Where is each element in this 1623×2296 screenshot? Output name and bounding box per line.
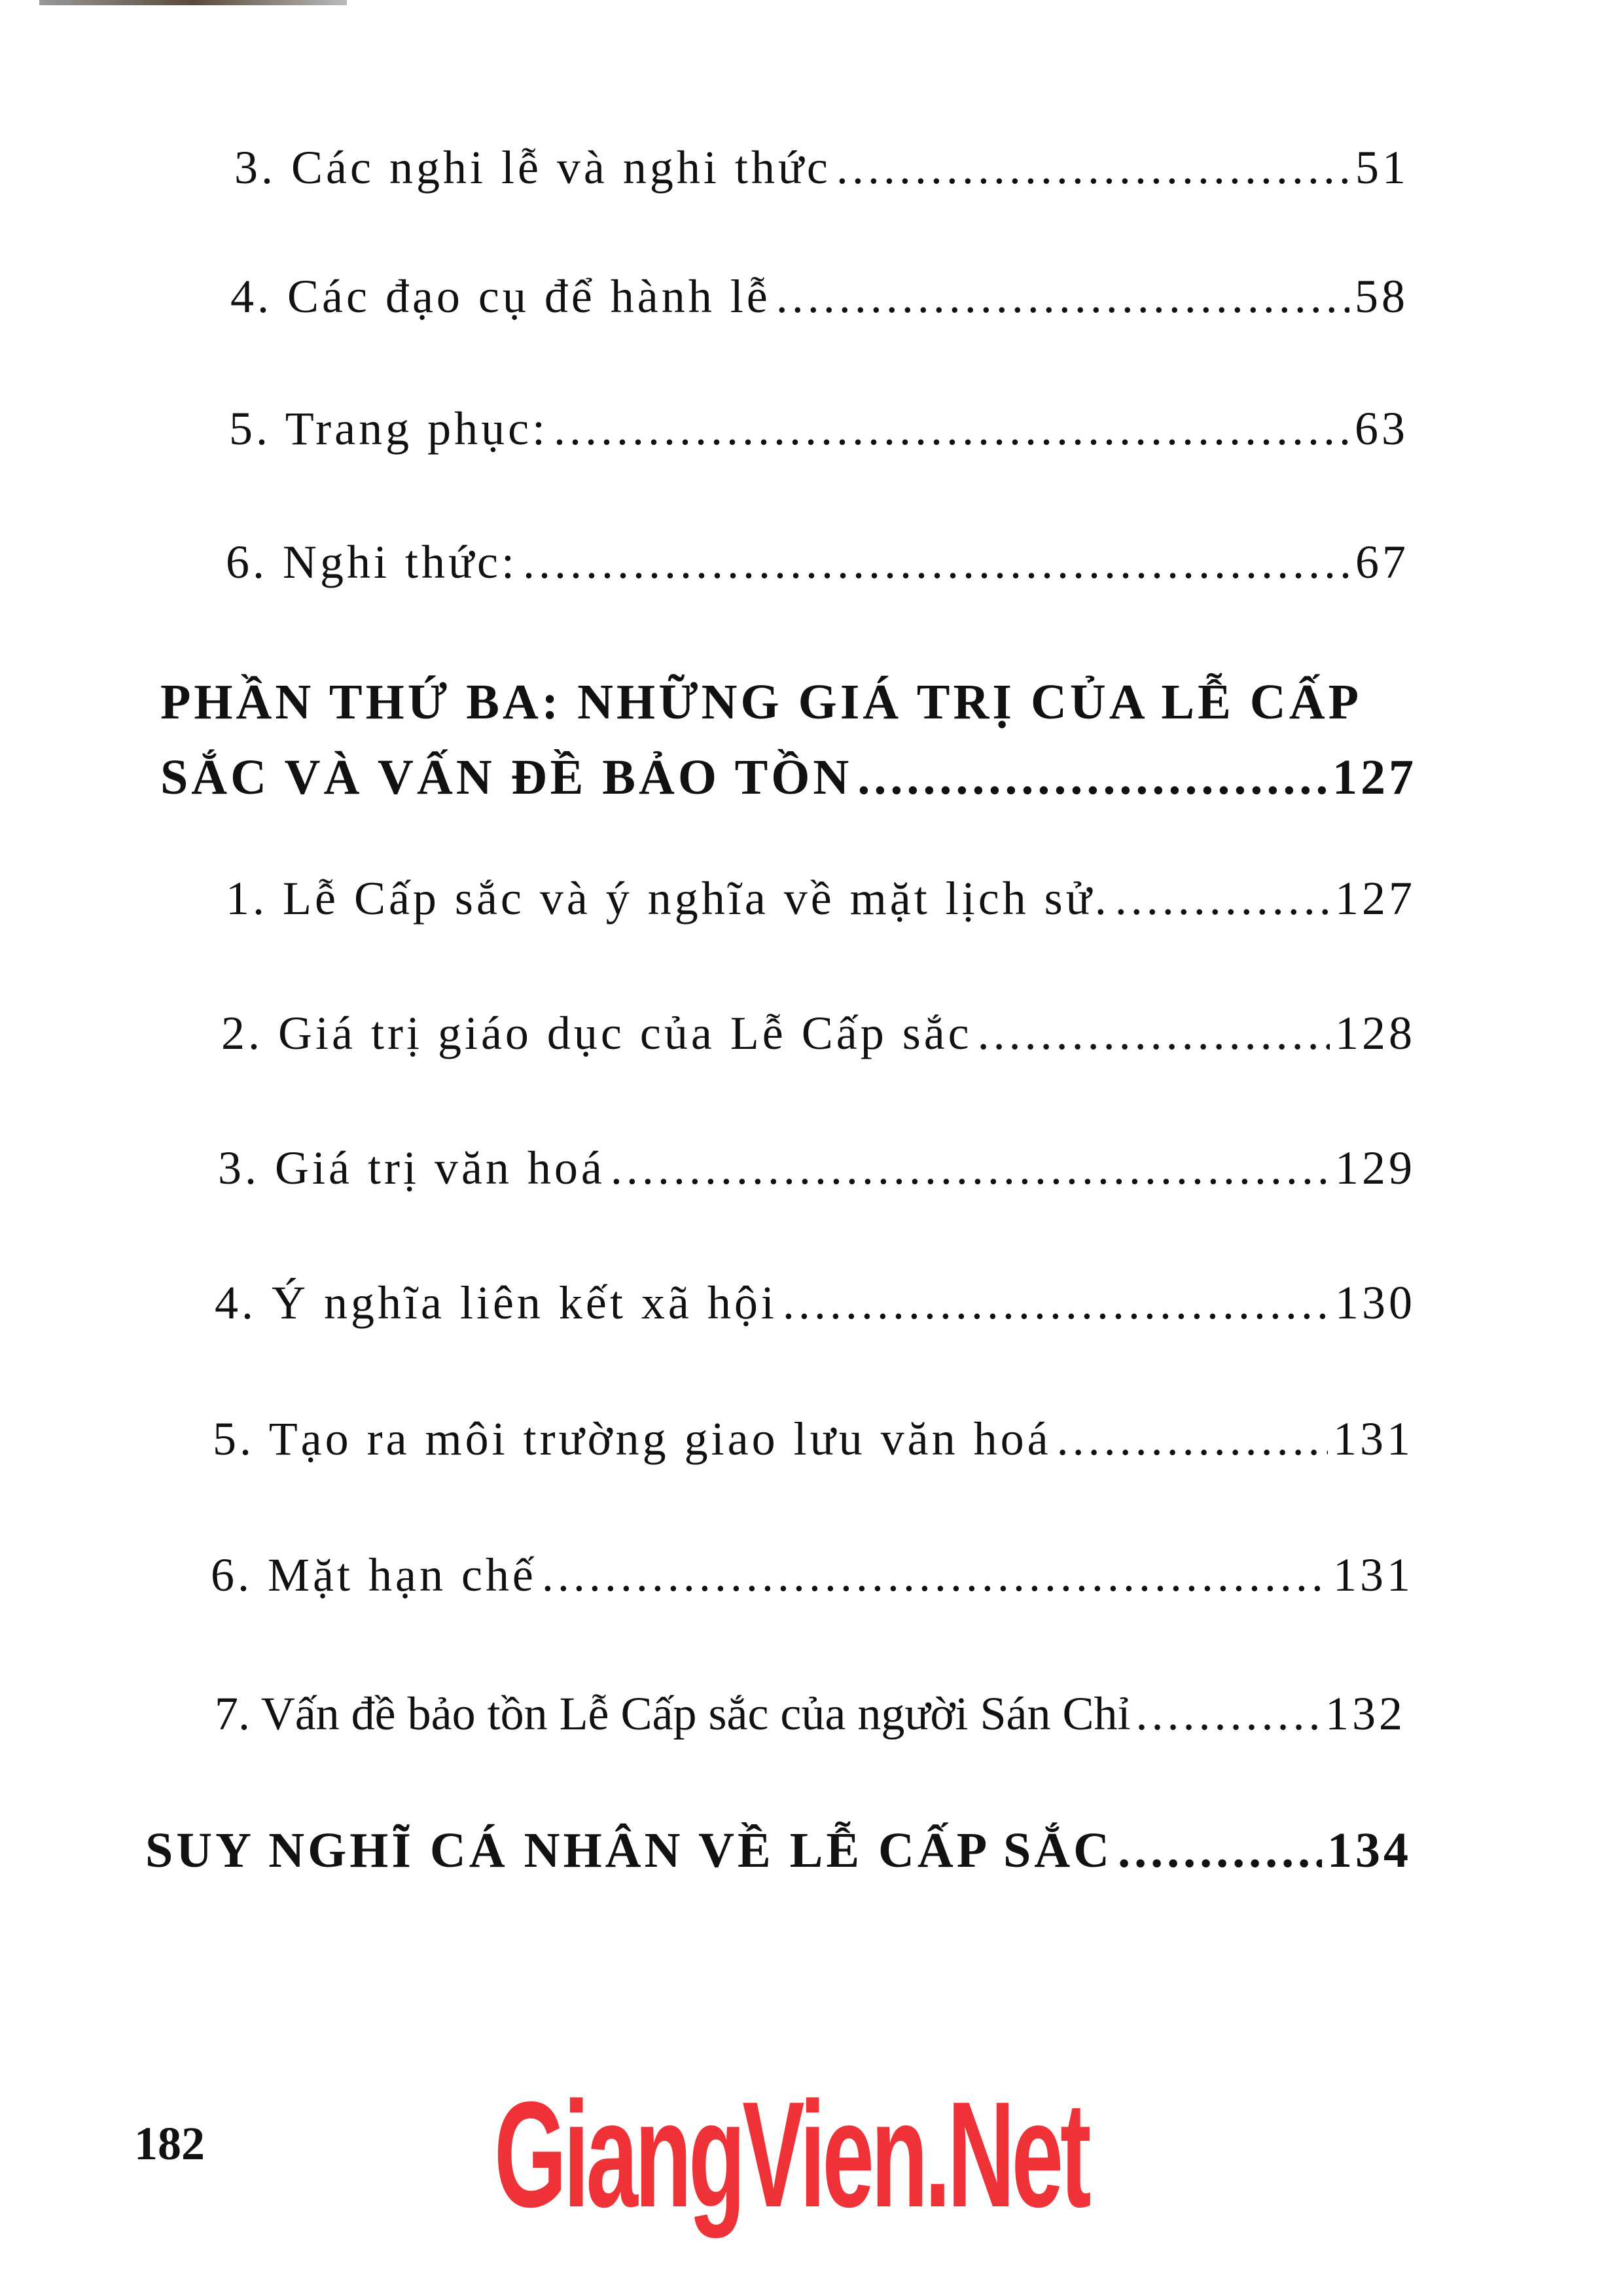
toc-label: 7. Vấn đề bảo tồn Lễ Cấp sắc của người Sán Chỉ bbox=[215, 1687, 1131, 1740]
toc-entry[interactable] bbox=[211, 1548, 1414, 1602]
final-heading-entry[interactable] bbox=[145, 1822, 1412, 1879]
toc-page: 58 bbox=[1355, 270, 1408, 323]
toc-page: 127 bbox=[1332, 750, 1417, 805]
toc-page: 67 bbox=[1355, 536, 1409, 588]
leader-dots bbox=[1115, 872, 1330, 926]
toc-label: 5. Trang phục: bbox=[229, 402, 549, 455]
toc-label: 2. Giá trị giáo dục của Lễ Cấp sắc bbox=[221, 1007, 972, 1059]
toc-label: 5. Tạo ra môi trường giao lưu văn hoá bbox=[213, 1413, 1052, 1465]
part-heading-entry[interactable] bbox=[160, 749, 1417, 806]
leader-dots bbox=[1118, 1822, 1322, 1879]
toc-entry[interactable] bbox=[234, 141, 1409, 195]
toc-page: 51 bbox=[1355, 141, 1409, 194]
toc-label: 1. Lễ Cấp sắc và ý nghĩa về mặt lịch sử. bbox=[226, 872, 1110, 925]
toc-label: 3. Các nghi lễ và nghi thức bbox=[234, 141, 831, 194]
toc-page: 129 bbox=[1335, 1142, 1416, 1194]
leader-dots bbox=[836, 141, 1350, 195]
toc-label: 4. Ý nghĩa liên kết xã hội bbox=[215, 1277, 777, 1329]
leader-dots bbox=[554, 402, 1349, 456]
toc-entry[interactable] bbox=[215, 1276, 1416, 1330]
toc-page: 130 bbox=[1335, 1277, 1416, 1329]
toc-label: SUY NGHĨ CÁ NHÂN VỀ LỄ CẤP SẮC bbox=[145, 1823, 1113, 1878]
toc-page: 131 bbox=[1333, 1413, 1414, 1465]
toc-entry[interactable] bbox=[230, 270, 1408, 324]
toc-page: 127 bbox=[1335, 872, 1416, 925]
toc-entry[interactable] bbox=[221, 1006, 1416, 1061]
toc-label: 6. Mặt hạn chế bbox=[211, 1549, 537, 1601]
toc-entry[interactable] bbox=[226, 872, 1416, 926]
toc-label: 4. Các đạo cụ để hành lễ bbox=[230, 270, 771, 323]
toc-page: 131 bbox=[1333, 1549, 1414, 1601]
leader-dots bbox=[611, 1141, 1330, 1195]
leader-dots bbox=[523, 535, 1350, 590]
toc-page: 134 bbox=[1327, 1823, 1412, 1878]
scan-edge bbox=[39, 0, 347, 5]
toc-entry[interactable] bbox=[215, 1687, 1406, 1741]
leader-dots bbox=[978, 1006, 1330, 1061]
toc-entry[interactable] bbox=[229, 402, 1408, 456]
toc-entry[interactable] bbox=[218, 1141, 1416, 1195]
page-number: 182 bbox=[134, 2117, 205, 2170]
leader-dots bbox=[542, 1548, 1328, 1602]
leader-dots bbox=[783, 1276, 1330, 1330]
part-heading-line1: PHẦN THỨ BA: NHỮNG GIÁ TRỊ CỦA LỄ CẤP bbox=[160, 675, 1362, 730]
leader-dots bbox=[1057, 1412, 1328, 1466]
toc-label: 3. Giá trị văn hoá bbox=[218, 1142, 605, 1194]
leader-dots bbox=[776, 270, 1349, 324]
toc-label: 6. Nghi thức: bbox=[226, 536, 518, 588]
toc-entry[interactable] bbox=[213, 1412, 1414, 1466]
toc-page: 63 bbox=[1355, 402, 1408, 455]
leader-dots bbox=[1135, 1687, 1320, 1741]
toc-label: SẮC VÀ VẤN ĐỀ BẢO TỒN bbox=[160, 750, 853, 805]
toc-page: 128 bbox=[1335, 1007, 1416, 1059]
watermark-logo: GiangVien.Net bbox=[494, 2070, 1088, 2238]
toc-entry[interactable] bbox=[226, 535, 1409, 590]
leader-dots bbox=[857, 749, 1327, 806]
toc-page: 132 bbox=[1325, 1687, 1406, 1740]
